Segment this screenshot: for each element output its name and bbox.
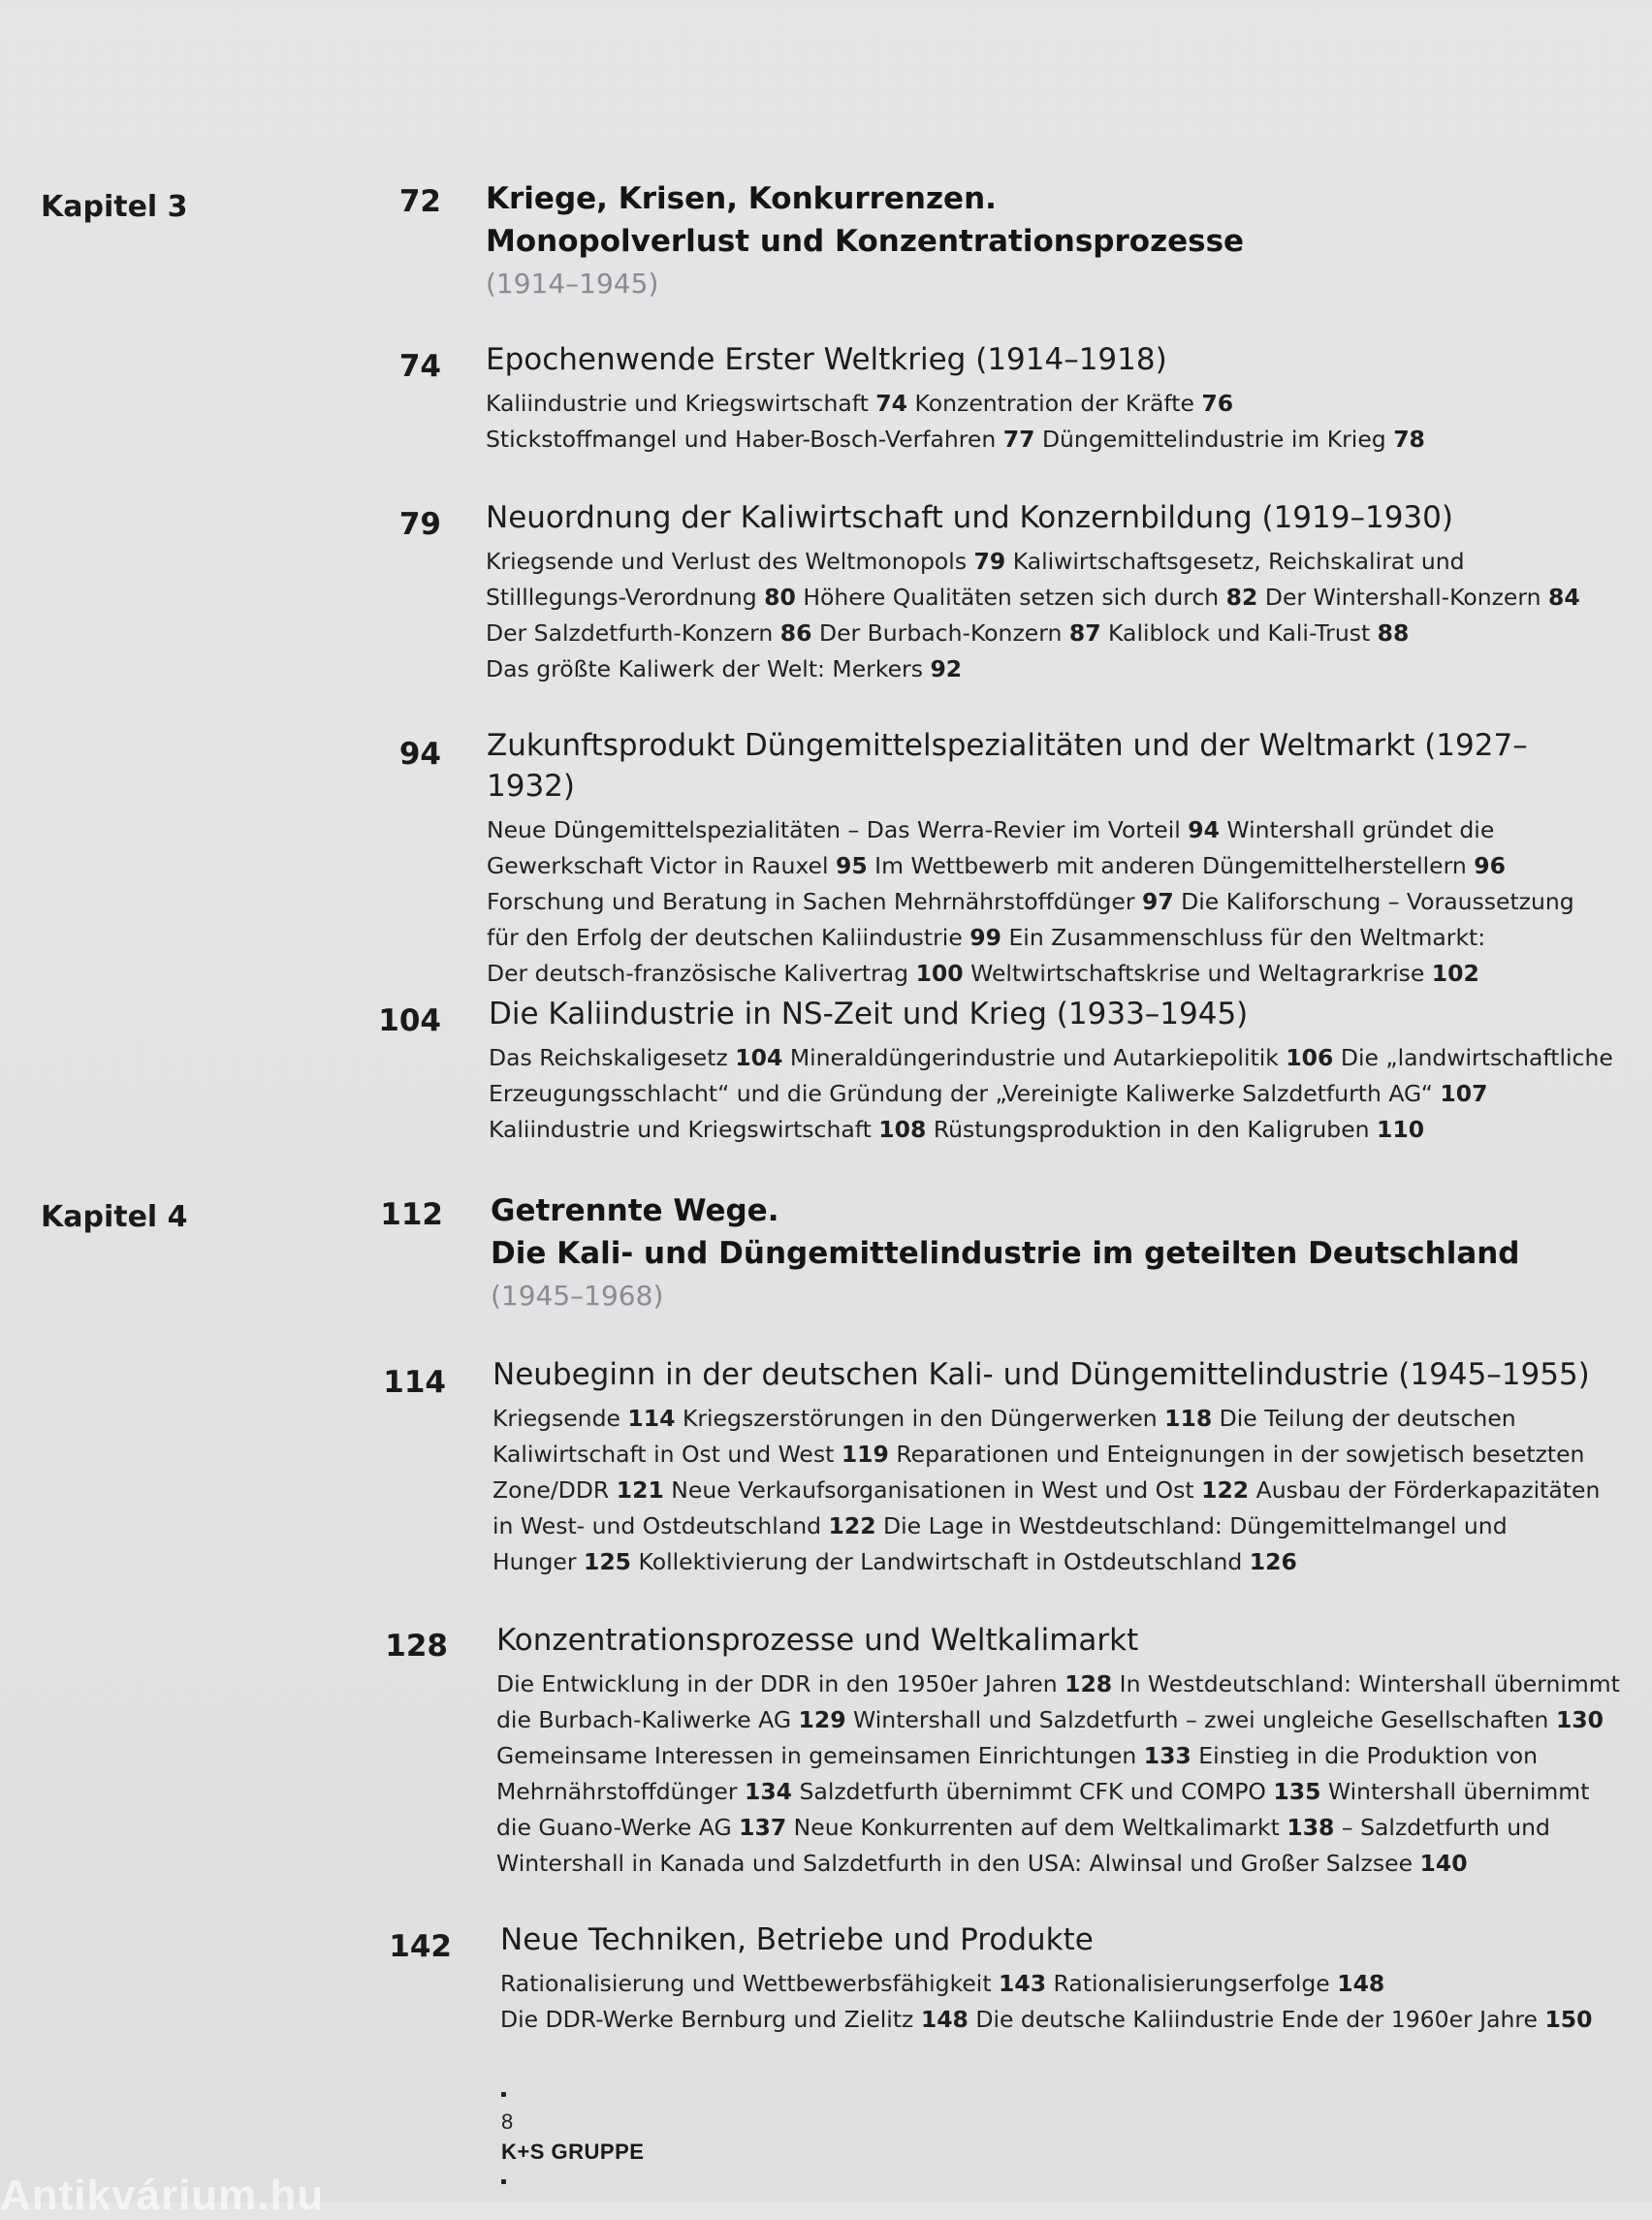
footer-page-number: 8: [501, 2109, 514, 2134]
description-line: die Guano-Werke AG 137 Neue Konkurrenten auf dem Weltkalimarkt 138 – Salzdetfurth und: [496, 1814, 1550, 1841]
page-reference: 135: [1273, 1778, 1321, 1805]
section-title: Neubeginn in der deutschen Kali- und Düngemittelindustrie (1945–1955): [492, 1357, 1590, 1392]
page-reference: 108: [878, 1116, 927, 1143]
chapter-title-line: Kriege, Krisen, Konkurrenzen.: [486, 181, 997, 216]
page-number: 112: [380, 1197, 443, 1232]
description-line: Der Salzdetfurth-Konzern 86 Der Burbach-Konzern 87 Kaliblock und Kali-Trust 88: [486, 619, 1410, 647]
description-line: Neue Düngemittelspezialitäten – Das Werra-Revier im Vorteil 94 Wintershall gründet die: [487, 816, 1495, 843]
section-description: [486, 544, 1581, 687]
page-reference: 126: [1249, 1548, 1297, 1575]
page-reference: 133: [1143, 1742, 1191, 1769]
page-reference: 95: [836, 852, 868, 879]
description-line: Der deutsch-französische Kalivertrag 100 Weltwirtschaftskrise und Weltagrarkrise 102: [487, 960, 1479, 987]
page-reference: 87: [1068, 619, 1101, 647]
section-title: Epochenwende Erster Weltkrieg (1914–1918): [486, 342, 1167, 377]
footer-dot: [501, 2092, 506, 2097]
page-number: 79: [398, 507, 441, 542]
page-reference: 100: [915, 960, 964, 987]
page-reference: 122: [828, 1512, 876, 1539]
page-reference: 80: [764, 584, 796, 611]
page-reference: 86: [779, 619, 812, 647]
description-line: die Burbach-Kaliwerke AG 129 Wintershall und Salzdetfurth – zwei ungleiche Gesellschaften 130: [496, 1706, 1604, 1733]
chapter-label-4: Kapitel 4: [41, 1200, 188, 1234]
description-line: für den Erfolg der deutschen Kaliindustrie 99 Ein Zusammenschluss für den Weltmarkt:: [487, 924, 1486, 951]
description-line: Die Entwicklung in der DDR in den 1950er Jahren 128 In Westdeutschland: Wintershall übernimmt: [496, 1670, 1620, 1697]
page-number: 114: [383, 1365, 446, 1400]
page-reference: 119: [841, 1441, 889, 1468]
page-reference: 110: [1377, 1116, 1425, 1143]
description-line: Die DDR-Werke Bernburg und Zielitz 148 Die deutsche Kaliindustrie Ende der 1960er Jahre 150: [500, 2006, 1593, 2033]
section-description: [486, 386, 1581, 458]
page-number: 74: [398, 349, 441, 384]
section-title: Neue Techniken, Betriebe und Produkte: [500, 1922, 1094, 1957]
page-number: 142: [389, 1929, 452, 1964]
page-reference: 88: [1377, 619, 1410, 647]
page-reference: 148: [1337, 1970, 1385, 1997]
description-line: Zone/DDR 121 Neue Verkaufsorganisationen in West und Ost 122 Ausbau der Förderkapazitäten: [492, 1476, 1601, 1504]
description-line: in West- und Ostdeutschland 122 Die Lage in Westdeutschland: Düngemittelmangel und: [492, 1512, 1508, 1539]
page-reference: 79: [973, 548, 1006, 575]
page-reference: 121: [616, 1476, 664, 1504]
section-description: [496, 1666, 1620, 1882]
page-reference: 102: [1431, 960, 1479, 987]
page-reference: 137: [739, 1814, 787, 1841]
page-number: 128: [385, 1629, 448, 1664]
description-line: Erzeugungsschlacht“ und die Gründung der „Vereinigte Kaliwerke Salzdetfurth AG“ 107: [489, 1080, 1488, 1107]
section-description: [487, 812, 1582, 992]
page-reference: 84: [1548, 584, 1580, 611]
footer-dot: [501, 2179, 506, 2184]
chapter-label-3: Kapitel 3: [41, 190, 188, 224]
section-title: Konzentrationsprozesse und Weltkalimarkt: [496, 1623, 1139, 1658]
description-line: Wintershall in Kanada und Salzdetfurth in den USA: Alwinsal und Großer Salzsee 140: [496, 1850, 1468, 1877]
page-reference: 148: [920, 2006, 969, 2033]
page-reference: 97: [1141, 888, 1174, 915]
page-reference: 96: [1474, 852, 1506, 879]
page-reference: 128: [1064, 1670, 1113, 1697]
section-description: [492, 1401, 1601, 1580]
chapter-title-line: Monopolverlust und Konzentrationsprozesse: [486, 224, 1245, 259]
chapter-years: (1914–1945): [486, 268, 659, 300]
footer-brand: K+S GRUPPE: [501, 2140, 645, 2164]
page-reference: 77: [1002, 426, 1035, 453]
page-reference: 150: [1544, 2006, 1593, 2033]
page-reference: 107: [1440, 1080, 1488, 1107]
page-reference: 106: [1286, 1044, 1334, 1071]
page-reference: 94: [1188, 816, 1220, 843]
chapter-title-line: Getrennte Wege.: [491, 1193, 779, 1228]
page-reference: 134: [744, 1778, 793, 1805]
page-reference: 114: [627, 1405, 676, 1432]
page-reference: 74: [875, 390, 907, 417]
description-line: Hunger 125 Kollektivierung der Landwirtschaft in Ostdeutschland 126: [492, 1548, 1297, 1575]
page-reference: 82: [1225, 584, 1258, 611]
page-reference: 92: [930, 655, 963, 682]
page-reference: 104: [735, 1044, 783, 1071]
description-line: Kaliwirtschaft in Ost und West 119 Reparationen und Enteignungen in der sowjetisch besetzten: [492, 1441, 1585, 1468]
page-reference: 129: [798, 1706, 846, 1733]
description-line: Kaliindustrie und Kriegswirtschaft 108 Rüstungsproduktion in den Kaligruben 110: [489, 1116, 1425, 1143]
page-number: 94: [398, 737, 441, 772]
page-reference: 143: [999, 1970, 1047, 1997]
page-reference: 78: [1393, 426, 1425, 453]
page-reference: 99: [969, 924, 1001, 951]
page-reference: 140: [1419, 1850, 1468, 1877]
section-title: Die Kaliindustrie in NS-Zeit und Krieg (1933–1945): [489, 997, 1249, 1031]
section-description: [500, 1966, 1596, 2038]
page-number: 72: [398, 184, 441, 219]
page-reference: 122: [1201, 1476, 1250, 1504]
section-title: Zukunftsprodukt Düngemittelspezialitäten und der Weltmarkt (1927–1932): [487, 728, 1528, 804]
page-reference: 125: [583, 1548, 632, 1575]
chapter-years: (1945–1968): [491, 1280, 664, 1312]
chapter-title-line: Die Kali- und Düngemittelindustrie im geteilten Deutschland: [491, 1236, 1520, 1271]
description-line: Forschung und Beratung in Sachen Mehrnährstoffdünger 97 Die Kaliforschung – Voraussetzung: [487, 888, 1574, 915]
page-reference: 130: [1555, 1706, 1604, 1733]
description-line: Kriegsende 114 Kriegszerstörungen in den Düngerwerken 118 Die Teilung der deutschen: [492, 1405, 1516, 1432]
page-reference: 76: [1201, 390, 1234, 417]
description-line: Stilllegungs-Verordnung 80 Höhere Qualitäten setzen sich durch 82 Der Wintershall-Konzern 84: [486, 584, 1580, 611]
section-description: [489, 1040, 1613, 1148]
page-reference: 138: [1287, 1814, 1335, 1841]
description-line: Kaliindustrie und Kriegswirtschaft 74 Konzentration der Kräfte 76: [486, 390, 1234, 417]
description-line: Gemeinsame Interessen in gemeinsamen Einrichtungen 133 Einstieg in die Produktion von: [496, 1742, 1539, 1769]
section-title: Neuordnung der Kaliwirtschaft und Konzernbildung (1919–1930): [486, 500, 1453, 535]
description-line: Stickstoffmangel und Haber-Bosch-Verfahren 77 Düngemittelindustrie im Krieg 78: [486, 426, 1425, 453]
page-reference: 118: [1164, 1405, 1213, 1432]
description-line: Rationalisierung und Wettbewerbsfähigkeit 143 Rationalisierungserfolge 148: [500, 1970, 1385, 1997]
description-line: Gewerkschaft Victor in Rauxel 95 Im Wettbewerb mit anderen Düngemittelherstellern 96: [487, 852, 1506, 879]
page-number: 104: [378, 1003, 441, 1038]
description-line: Das größte Kaliwerk der Welt: Merkers 92: [486, 655, 963, 682]
description-line: Das Reichskaligesetz 104 Mineraldüngerindustrie und Autarkiepolitik 106 Die „landwirtschaftliche: [489, 1044, 1613, 1071]
description-line: Mehrnährstoffdünger 134 Salzdetfurth übernimmt CFK und COMPO 135 Wintershall übernimmt: [496, 1778, 1590, 1805]
watermark: Antikvárium.hu: [0, 2172, 325, 2219]
description-line: Kriegsende und Verlust des Weltmonopols 79 Kaliwirtschaftsgesetz, Reichskalirat und: [486, 548, 1465, 575]
